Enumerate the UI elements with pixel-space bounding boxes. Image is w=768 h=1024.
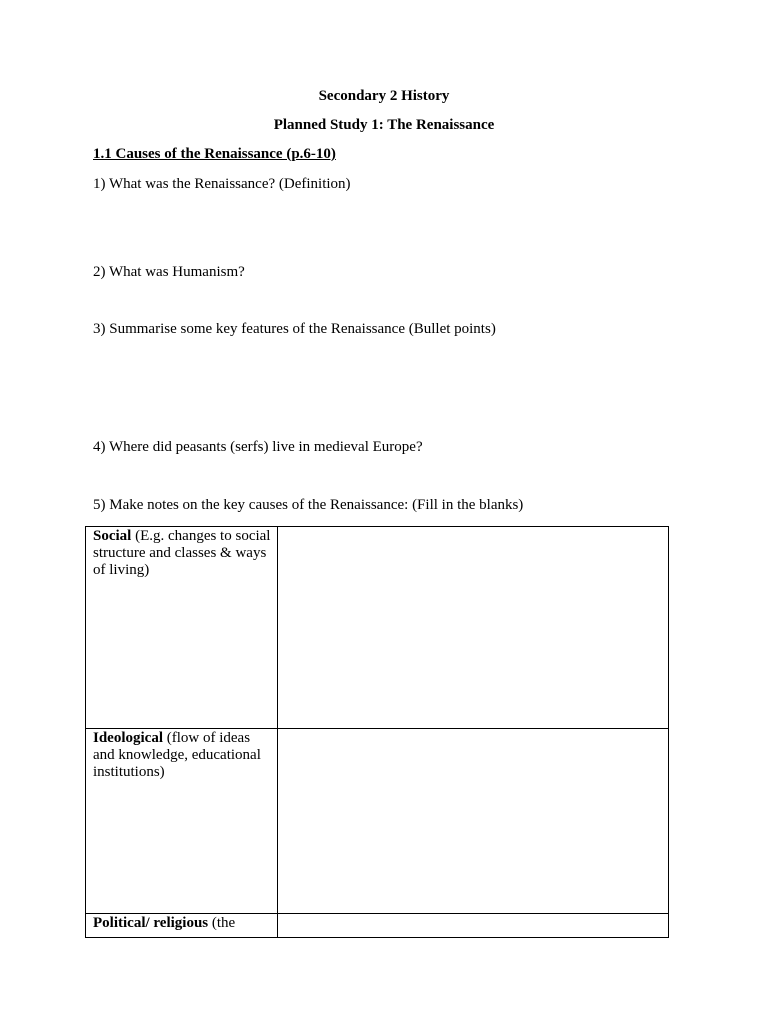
social-label-description: (E.g. changes to social structure and classes & ways of living) (93, 528, 271, 578)
question-4: 4) Where did peasants (serfs) live in medieval Europe? (93, 439, 423, 455)
ideological-label (86, 729, 277, 781)
study-title: Planned Study 1: The Renaissance (273, 117, 495, 133)
question-5: 5) Make notes on the key causes of the Renaissance: (Fill in the blanks) (93, 497, 524, 513)
table-row-political-religious (86, 914, 669, 938)
social-answer-cell[interactable] (278, 527, 669, 729)
question-1: 1) What was the Renaissance? (Definition) (93, 176, 351, 192)
ideological-label-description: (flow of ideas and knowledge, educational institutions) (93, 730, 261, 780)
political-label-description: (the (208, 915, 236, 931)
table-row-social (86, 527, 669, 729)
section-heading: 1.1 Causes of the Renaissance (p.6-10) (93, 146, 336, 162)
course-title: Secondary 2 History (318, 88, 450, 104)
ideological-label-cell (86, 729, 278, 914)
social-label-cell (86, 527, 278, 729)
table-row-ideological (86, 729, 669, 914)
political-label (86, 914, 277, 932)
political-label-bold: Political/ religious (93, 915, 209, 931)
political-answer-cell[interactable] (278, 914, 669, 938)
question-3: 3) Summarise some key features of the Renaissance (Bullet points) (93, 321, 496, 337)
causes-notes-table (85, 526, 669, 938)
ideological-answer-cell[interactable] (278, 729, 669, 914)
social-label-bold: Social (93, 528, 132, 544)
political-label-cell (86, 914, 278, 938)
ideological-label-bold: Ideological (93, 730, 163, 746)
question-2: 2) What was Humanism? (93, 264, 245, 280)
social-label (86, 527, 277, 579)
